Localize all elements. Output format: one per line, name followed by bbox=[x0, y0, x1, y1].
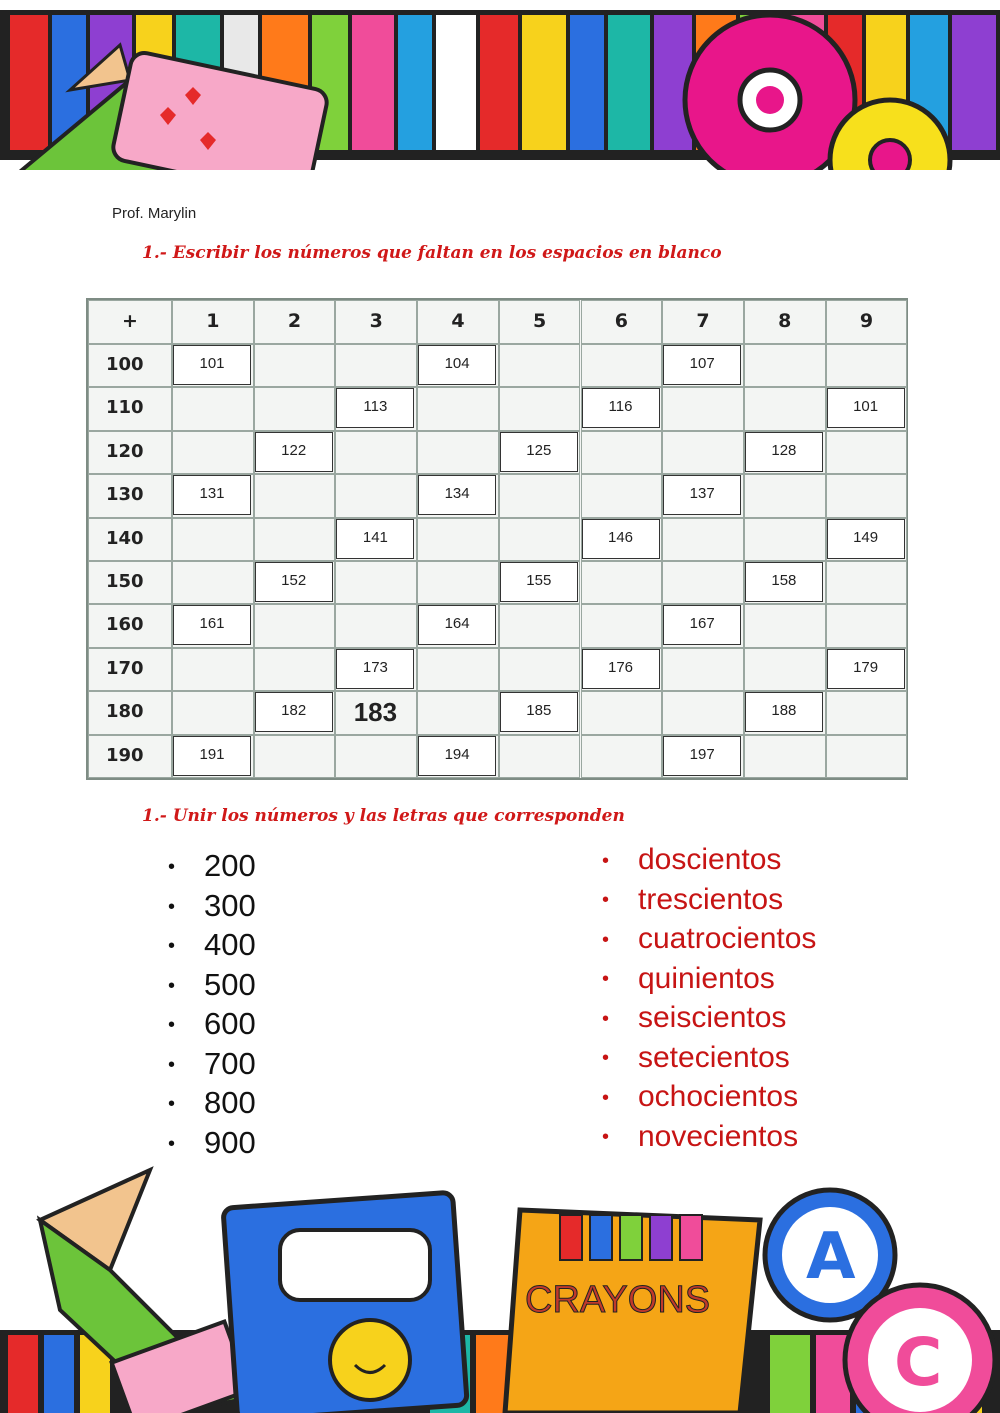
top-decoration-banner bbox=[0, 0, 1000, 230]
table-cell bbox=[499, 604, 581, 647]
table-cell bbox=[335, 604, 417, 647]
answer-box[interactable]: 101 bbox=[827, 388, 905, 428]
bullet: • bbox=[602, 1126, 610, 1149]
table-cell bbox=[254, 604, 336, 647]
row-header: 170 bbox=[106, 657, 144, 679]
table-cell bbox=[662, 648, 744, 691]
answer-box[interactable]: 149 bbox=[827, 519, 905, 559]
table-cell bbox=[826, 561, 908, 604]
table-cell bbox=[335, 735, 417, 778]
row-header: 190 bbox=[106, 744, 144, 766]
table-cell bbox=[744, 387, 826, 430]
table-cell bbox=[826, 691, 908, 734]
row-header: 180 bbox=[106, 701, 144, 723]
word-item[interactable] bbox=[602, 962, 775, 996]
answer-box[interactable]: 194 bbox=[418, 736, 496, 776]
table-cell bbox=[826, 604, 908, 647]
table-cell bbox=[335, 561, 417, 604]
number-label: 700 bbox=[204, 1045, 256, 1081]
column-header: 1 bbox=[206, 310, 220, 332]
word-item[interactable] bbox=[602, 1120, 798, 1154]
number-item[interactable] bbox=[168, 967, 256, 1003]
bullet: • bbox=[168, 1053, 176, 1076]
badge-letter-c: C bbox=[894, 1324, 943, 1401]
answer-box[interactable]: 122 bbox=[255, 432, 333, 472]
table-cell bbox=[172, 561, 254, 604]
answer-box[interactable]: 113 bbox=[336, 388, 414, 428]
table-cell bbox=[417, 387, 499, 430]
table-cell bbox=[172, 387, 254, 430]
crayons-label: CRAYONS bbox=[525, 1279, 711, 1321]
crayons-box-illustration bbox=[505, 1210, 760, 1413]
section2-heading: 1.- Unir los números y las letras que corresponden bbox=[142, 806, 625, 826]
section1-heading: 1.- Escribir los números que faltan en los espacios en blanco bbox=[142, 243, 722, 263]
table-cell bbox=[662, 691, 744, 734]
row-header: 110 bbox=[106, 397, 144, 419]
answer-box[interactable]: 185 bbox=[500, 692, 578, 732]
number-label: 500 bbox=[204, 966, 256, 1002]
bullet: • bbox=[602, 928, 610, 951]
answer-box[interactable]: 137 bbox=[663, 475, 741, 515]
table-cell bbox=[744, 518, 826, 561]
column-header: 6 bbox=[614, 310, 628, 332]
bullet: • bbox=[168, 1093, 176, 1116]
answer-box[interactable]: 141 bbox=[336, 519, 414, 559]
row-header: 150 bbox=[106, 571, 144, 592]
table-cell bbox=[254, 735, 336, 778]
answer-box[interactable]: 182 bbox=[255, 692, 333, 732]
table-cell bbox=[335, 474, 417, 517]
answer-box[interactable]: 116 bbox=[582, 388, 660, 428]
number-item[interactable] bbox=[168, 1085, 256, 1121]
table-cell bbox=[335, 431, 417, 474]
row-header: 160 bbox=[106, 614, 144, 636]
table-cell bbox=[172, 431, 254, 474]
bullet: • bbox=[602, 849, 610, 872]
word-label: doscientos bbox=[638, 843, 782, 876]
table-cell bbox=[499, 474, 581, 517]
answer-box[interactable]: 161 bbox=[173, 605, 251, 645]
table-cell bbox=[499, 387, 581, 430]
number-item[interactable] bbox=[168, 848, 256, 884]
word-item[interactable] bbox=[602, 1001, 786, 1035]
table-cell bbox=[417, 648, 499, 691]
answer-box[interactable]: 128 bbox=[745, 432, 823, 472]
word-item[interactable] bbox=[602, 843, 781, 877]
table-cell bbox=[499, 518, 581, 561]
answer-box[interactable]: 179 bbox=[827, 649, 905, 689]
table-cell bbox=[417, 561, 499, 604]
table-cell bbox=[826, 344, 908, 387]
word-label: seiscientos bbox=[638, 1001, 787, 1034]
word-label: trescientos bbox=[638, 882, 784, 916]
table-cell bbox=[254, 648, 336, 691]
notebook-illustration bbox=[223, 1192, 467, 1413]
word-item[interactable] bbox=[602, 1041, 790, 1075]
table-cell bbox=[581, 735, 663, 778]
bullet: • bbox=[602, 968, 610, 991]
table-cell bbox=[581, 691, 663, 734]
bullet: • bbox=[602, 1086, 610, 1109]
table-cell bbox=[826, 431, 908, 474]
table-corner-plus: + bbox=[122, 310, 138, 332]
word-label: novecientos bbox=[638, 1119, 799, 1153]
table-cell bbox=[254, 518, 336, 561]
table-cell bbox=[335, 344, 417, 387]
word-item[interactable] bbox=[602, 922, 816, 956]
answer-box[interactable]: 125 bbox=[500, 432, 578, 472]
answer-box[interactable]: 188 bbox=[745, 692, 823, 732]
bullet: • bbox=[602, 1007, 610, 1030]
table-cell bbox=[581, 561, 663, 604]
number-item[interactable] bbox=[168, 888, 256, 924]
table-cell bbox=[172, 518, 254, 561]
number-label: 200 bbox=[204, 848, 256, 883]
table-cell bbox=[826, 735, 908, 778]
bullet: • bbox=[168, 856, 176, 879]
table-cell bbox=[744, 604, 826, 647]
answer-box[interactable]: 155 bbox=[500, 562, 578, 602]
word-label: ochocientos bbox=[638, 1080, 799, 1113]
bullet: • bbox=[602, 1047, 610, 1070]
table-cell bbox=[744, 648, 826, 691]
column-header: 3 bbox=[369, 310, 383, 332]
word-label: quinientos bbox=[638, 961, 775, 995]
table-cell bbox=[499, 735, 581, 778]
table-cell bbox=[172, 648, 254, 691]
column-header: 9 bbox=[859, 310, 874, 332]
answer-box[interactable]: 146 bbox=[582, 519, 660, 559]
number-label: 400 bbox=[204, 927, 256, 962]
word-item[interactable] bbox=[602, 1080, 798, 1114]
answer-box[interactable]: 107 bbox=[663, 345, 741, 385]
answer-box[interactable]: 134 bbox=[418, 475, 496, 515]
column-header: 7 bbox=[696, 310, 710, 332]
column-header: 5 bbox=[533, 310, 547, 332]
word-label: setecientos bbox=[638, 1040, 790, 1074]
answer-box[interactable]: 152 bbox=[255, 562, 333, 602]
table-cell bbox=[254, 474, 336, 517]
table-cell bbox=[581, 604, 663, 647]
answer-box[interactable]: 104 bbox=[418, 345, 496, 385]
number-label: 600 bbox=[204, 1006, 256, 1041]
table-cell bbox=[417, 691, 499, 734]
answer-box[interactable]: 101 bbox=[173, 345, 251, 385]
bullet: • bbox=[168, 895, 176, 918]
table-cell bbox=[662, 387, 744, 430]
column-header: 4 bbox=[451, 310, 465, 332]
table-cell bbox=[662, 518, 744, 561]
table-cell bbox=[581, 474, 663, 517]
bullet: • bbox=[602, 889, 610, 912]
number-item[interactable] bbox=[168, 927, 256, 963]
number-label: 900 bbox=[204, 1124, 256, 1160]
table-cell bbox=[499, 344, 581, 387]
table-cell bbox=[662, 431, 744, 474]
answer-box[interactable]: 167 bbox=[663, 605, 741, 645]
table-cell bbox=[254, 344, 336, 387]
row-header: 140 bbox=[106, 527, 144, 549]
author-label: Prof. Marylin bbox=[112, 205, 197, 222]
number-item[interactable] bbox=[168, 1046, 256, 1082]
answer-box[interactable]: 176 bbox=[582, 649, 660, 689]
row-header: 120 bbox=[106, 440, 144, 462]
table-cell bbox=[581, 431, 663, 474]
bullet: • bbox=[168, 974, 176, 997]
number-item[interactable] bbox=[168, 1125, 256, 1161]
word-label: cuatrocientos bbox=[638, 922, 817, 955]
table-cell bbox=[581, 344, 663, 387]
word-item[interactable] bbox=[602, 883, 783, 917]
answer-box[interactable]: 164 bbox=[418, 605, 496, 645]
table-cell bbox=[662, 561, 744, 604]
table-cell bbox=[417, 431, 499, 474]
row-header: 100 bbox=[106, 354, 144, 375]
answer-box[interactable]: 173 bbox=[336, 649, 414, 689]
number-label: 800 bbox=[204, 1085, 256, 1120]
table-cell bbox=[254, 387, 336, 430]
table-cell bbox=[744, 474, 826, 517]
answer-box[interactable]: 191 bbox=[173, 736, 251, 776]
answer-box[interactable]: 131 bbox=[173, 475, 251, 515]
bottom-decoration-banner bbox=[0, 1160, 1000, 1413]
column-header: 2 bbox=[287, 310, 302, 332]
table-cell bbox=[744, 735, 826, 778]
table-cell bbox=[826, 474, 908, 517]
bullet: • bbox=[168, 1132, 176, 1155]
printed-number: 183 bbox=[353, 697, 398, 728]
table-cell bbox=[172, 691, 254, 734]
number-item[interactable] bbox=[168, 1006, 256, 1042]
row-header: 130 bbox=[106, 484, 144, 506]
bullet: • bbox=[168, 935, 176, 958]
column-header: 8 bbox=[778, 310, 792, 332]
table-cell bbox=[417, 518, 499, 561]
number-label: 300 bbox=[204, 887, 256, 923]
answer-box[interactable]: 197 bbox=[663, 736, 741, 776]
table-cell bbox=[744, 344, 826, 387]
table-cell bbox=[499, 648, 581, 691]
bullet: • bbox=[168, 1014, 176, 1037]
answer-box[interactable]: 158 bbox=[745, 562, 823, 602]
number-table bbox=[86, 298, 908, 780]
badge-letter-a: A bbox=[806, 1220, 856, 1294]
